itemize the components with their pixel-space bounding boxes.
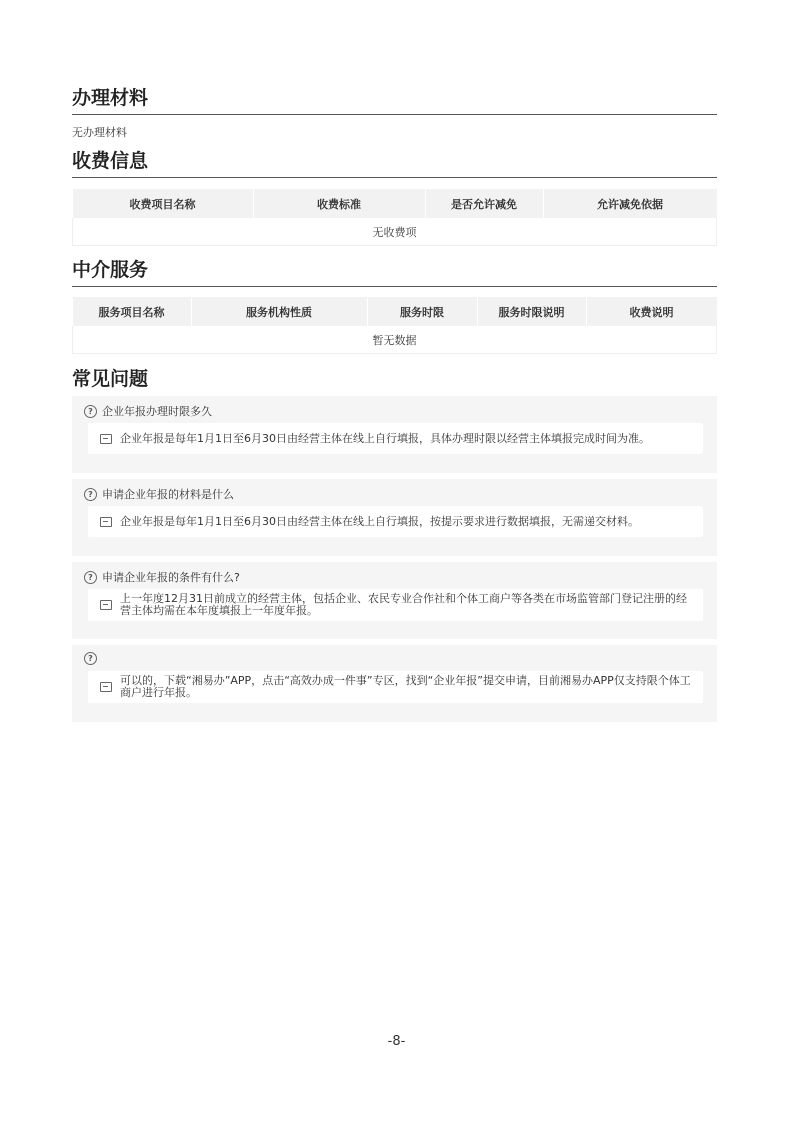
intermediary-col-name: 服务项目名称: [73, 297, 192, 326]
fees-header-row: [73, 189, 717, 218]
fees-col-standard: 收费标准: [253, 189, 425, 218]
faq-question: [84, 486, 234, 502]
intermediary-col-time-desc: 服务时限说明: [477, 297, 586, 326]
comment-icon: [100, 434, 112, 444]
faq-item: [72, 562, 717, 639]
fees-title: 收费信息: [72, 149, 717, 178]
faq-item: [72, 396, 717, 473]
table-row: [73, 218, 717, 246]
question-icon: ?: [84, 488, 97, 501]
faq-question-text: 申请企业年报的材料是什么: [102, 488, 234, 501]
faq-answer: [88, 506, 703, 537]
fees-col-name: 收费项目名称: [73, 189, 254, 218]
faq-title: 常见问题: [72, 368, 149, 390]
comment-icon: [100, 517, 112, 527]
fees-empty: 无收费项: [73, 218, 717, 246]
fees-col-basis: 允许减免依据: [543, 189, 717, 218]
fees-col-reducible: 是否允许减免: [425, 189, 543, 218]
faq-question: [84, 569, 240, 585]
faq-question: [84, 403, 212, 419]
faq-answer: [88, 423, 703, 454]
intermediary-table: [72, 297, 717, 354]
page-number: -8-: [387, 1034, 406, 1049]
materials-text: 无办理材料: [72, 126, 127, 139]
materials-title: 办理材料: [72, 86, 717, 115]
faq-question: [84, 652, 102, 665]
faq-question-text: 企业年报办理时限多久: [102, 405, 212, 418]
intermediary-empty: 暂无数据: [73, 326, 717, 354]
faq-answer-text: 企业年报是每年1月1日至6月30日由经营主体在线上自行填报，按提示要求进行数据填报，无需递交材料。: [120, 514, 639, 528]
question-icon: ?: [84, 652, 97, 665]
faq-item: [72, 645, 717, 722]
faq-answer: [88, 589, 703, 621]
intermediary-col-time: 服务时限: [367, 297, 477, 326]
faq-item: [72, 479, 717, 556]
intermediary-col-fee: 收费说明: [586, 297, 717, 326]
fees-table: [72, 189, 717, 246]
faq-answer: [88, 671, 703, 703]
faq-answer-text: 可以的，下载“湘易办”APP，点击“高效办成一件事”专区，找到“企业年报”提交申请，目前湘易办APP仅支持限个体工商户进行年报。: [120, 674, 691, 699]
comment-icon: [100, 682, 112, 692]
intermediary-title: 中介服务: [72, 258, 717, 287]
faq-question-text: 申请企业年报的条件有什么?: [102, 571, 240, 584]
table-row: [73, 326, 717, 354]
faq-answer-text: 企业年报是每年1月1日至6月30日由经营主体在线上自行填报，具体办理时限以经营主体填报完成时间为准。: [120, 431, 650, 445]
comment-icon: [100, 600, 112, 610]
faq-answer-text: 上一年度12月31日前成立的经营主体，包括企业、农民专业合作社和个体工商户等各类在市场监管部门登记注册的经营主体均需在本年度填报上一年度年报。: [120, 592, 687, 617]
intermediary-header-row: [73, 297, 717, 326]
question-icon: ?: [84, 405, 97, 418]
question-icon: ?: [84, 571, 97, 584]
intermediary-col-nature: 服务机构性质: [191, 297, 367, 326]
